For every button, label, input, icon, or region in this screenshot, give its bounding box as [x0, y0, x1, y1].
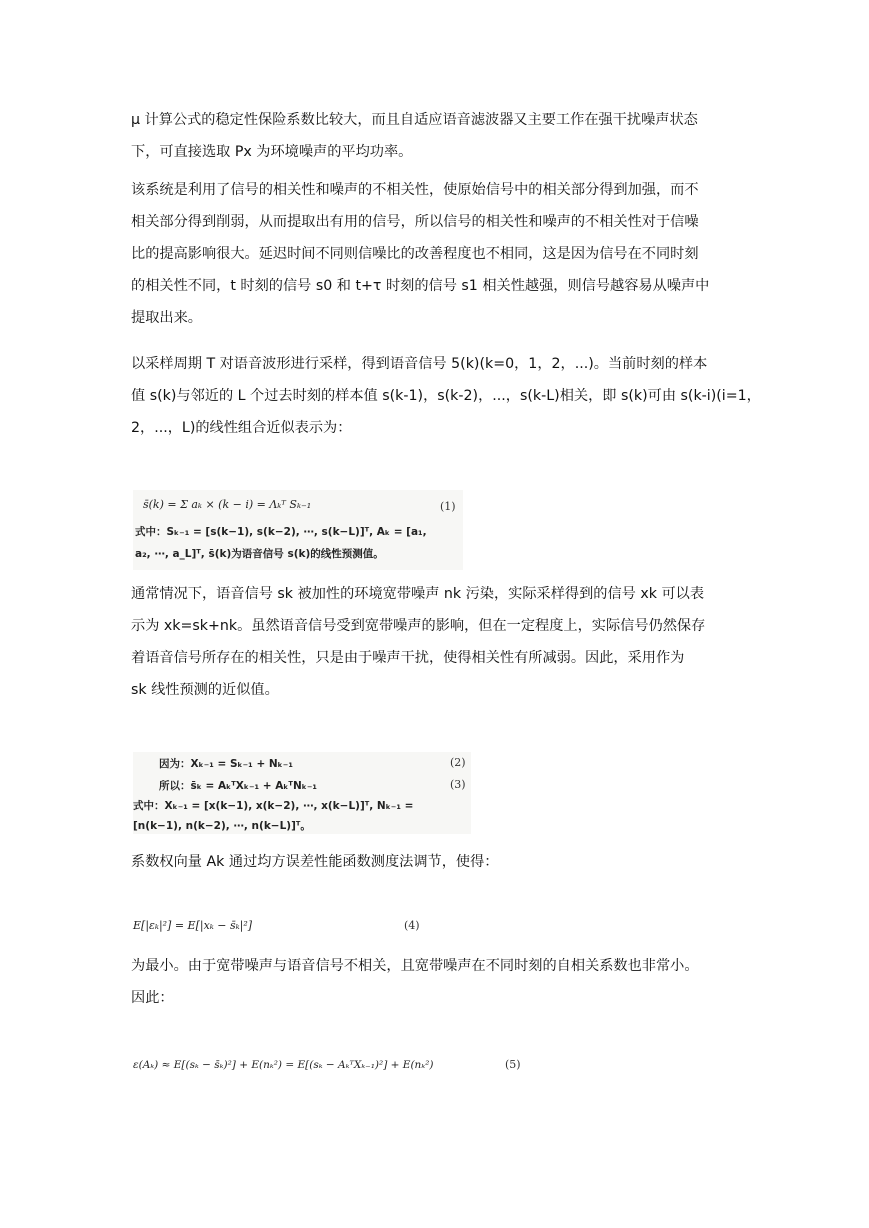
- text-line: 系数权向量 Ak 通过均方误差性能函数测度法调节，使得：: [131, 854, 499, 870]
- text-line: 下，可直接选取 Px 为环境噪声的平均功率。: [131, 144, 413, 160]
- equation-2-number: (2): [450, 756, 466, 769]
- text-line: 2，...，L)的线性组合近似表示为：: [131, 420, 352, 436]
- text-line: 值 s(k)与邻近的 L 个过去时刻的样本值 s(k-1)，s(k-2)，...，s(k-L)相关，即 s(k)可由 s(k-i)(i=1，: [131, 388, 761, 404]
- paragraph-minimum: [131, 950, 743, 1014]
- equation-4-image: [131, 914, 429, 938]
- equation-1-where-cont: a₂, ⋯, a_L]ᵀ, s̄(k)为语音信号 s(k)的线性预测值。: [135, 548, 384, 560]
- paragraph-mu-formula: [131, 104, 743, 168]
- text-line: 因此：: [131, 990, 174, 1006]
- equation-2-formula: 因为：Xₖ₋₁ = Sₖ₋₁ + Nₖ₋₁: [159, 758, 293, 770]
- text-line: 为最小。由于宽带噪声与语音信号不相关，且宽带噪声在不同时刻的自相关系数也非常小。: [131, 958, 699, 974]
- equation-1-image: [133, 490, 463, 570]
- equation-1-where: 式中：Sₖ₋₁ = [s(k−1), s(k−2), ⋯, s(k−L)]ᵀ, Aₖ = [a₁,: [135, 526, 427, 538]
- equation-2-3-where-cont: [n(k−1), n(k−2), ⋯, n(k−L)]ᵀ。: [133, 820, 311, 832]
- equation-3-formula: 所以：s̄ₖ = AₖᵀXₖ₋₁ + AₖᵀNₖ₋₁: [159, 780, 317, 792]
- equation-1-formula: s̄(k) = Σ aₖ × (k − i) = Λₖᵀ Sₖ₋₁: [143, 498, 312, 511]
- paragraph-wideband-noise: [131, 578, 743, 706]
- paragraph-sampling: [131, 348, 761, 444]
- text-line: 示为 xk=sk+nk。虽然语音信号受到宽带噪声的影响，但在一定程度上，实际信号仍然保存: [131, 618, 706, 634]
- equation-4-number: (4): [404, 919, 420, 932]
- text-line: 通常情况下，语音信号 sk 被加性的环境宽带噪声 nk 污染，实际采样得到的信号 xk 可以表: [131, 586, 705, 602]
- equation-5-image: [131, 1054, 529, 1078]
- equation-5-number: (5): [505, 1058, 521, 1071]
- text-line: 着语音信号所存在的相关性，只是由于噪声干扰，使得相关性有所减弱。因此，采用作为: [131, 650, 685, 666]
- equation-2-3-image: [133, 752, 471, 834]
- equation-1-number: (1): [440, 500, 456, 513]
- equation-2-3-where: 式中：Xₖ₋₁ = [x(k−1), x(k−2), ⋯, x(k−L)]ᵀ, Nₖ₋₁ =: [133, 800, 414, 812]
- paragraph-weight-vector: [131, 846, 743, 878]
- equation-4-formula: E[|εₖ|²] = E[|xₖ − s̄ₖ|²]: [133, 919, 253, 932]
- paragraph-system-correlation: [131, 174, 743, 334]
- text-line: sk 线性预测的近似值。: [131, 682, 279, 698]
- equation-3-number: (3): [450, 778, 466, 791]
- text-line: 该系统是利用了信号的相关性和噪声的不相关性，使原始信号中的相关部分得到加强，而不: [131, 182, 699, 198]
- text-line: 相关部分得到削弱，从而提取出有用的信号，所以信号的相关性和噪声的不相关性对于信噪: [131, 214, 699, 230]
- equation-5-formula: ε(Aₖ) ≈ E[(sₖ − s̄ₖ)²] + E(nₖ²) = E[(sₖ − AₖᵀXₖ₋₁)²] + E(nₖ²): [133, 1059, 434, 1071]
- text-line: μ 计算公式的稳定性保险系数比较大，而且自适应语音滤波器又主要工作在强干扰噪声状态: [131, 112, 698, 128]
- text-line: 比的提高影响很大。延迟时间不同则信噪比的改善程度也不相同，这是因为信号在不同时刻: [131, 246, 699, 262]
- text-line: 的相关性不同，t 时刻的信号 s0 和 t+τ 时刻的信号 s1 相关性越强，则信号越容易从噪声中: [131, 278, 710, 294]
- text-line: 以采样周期 T 对语音波形进行采样，得到语音信号 5(k)(k=0，1，2，...)。当前时刻的样本: [131, 356, 708, 372]
- text-line: 提取出来。: [131, 310, 202, 326]
